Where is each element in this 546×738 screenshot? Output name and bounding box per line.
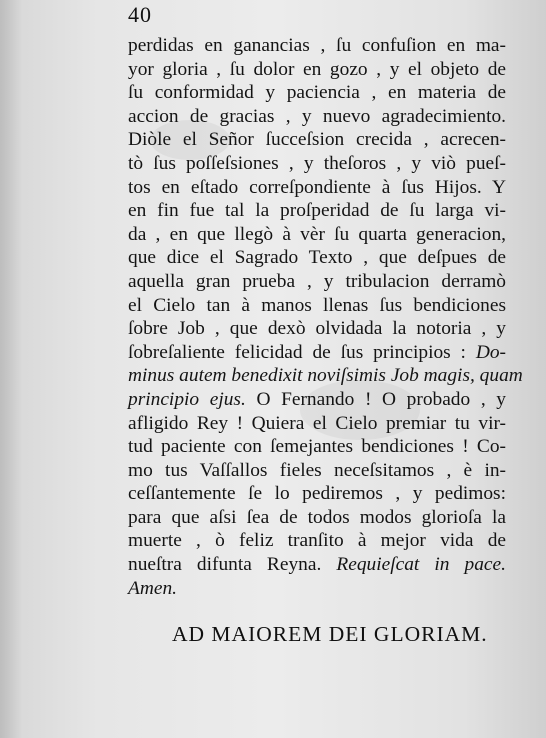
text-line: muerte , ò feliz tranſito à mejor vida de [128,530,506,552]
text-line: que dice el Sagrado Texto , que deſpues de [128,247,506,269]
text-line: tud paciente con ſemejantes bendiciones ! Co- [128,436,506,458]
text-line: da , en que llegò à vèr ſu quarta generacion, [128,223,506,245]
text-line-roman: nueſtra difunta Reyna. [128,554,322,576]
text-line: tò ſus poſſeſsiones , y theſoros , y viò pueſ- [128,152,506,174]
text-line: ſobre Job , que dexò olvidada la notoria , y [128,318,506,340]
text-line: perdidas en ganancias , ſu confuſion en ma- [128,35,506,56]
text-line: aquella gran prueba , y tribulacion derramò [128,270,506,292]
text-line: afligido Rey ! Quiera el Cielo premiar tu vir- [128,412,506,434]
text-line-mixed [128,388,506,412]
page-edge-shadow [0,0,22,738]
text-line: mo tus Vaſſallos fieles neceſsitamos , è in- [128,459,506,481]
text-line: accion de gracias , y nuevo agradecimiento. [128,105,506,127]
text-line: tos en eſtado correſpondiente à ſus Hijos. Y [128,176,506,198]
text-line-roman: ſobreſaliente felicidad de ſus principios : [128,341,466,363]
page-number: 40 [128,2,152,27]
text-line: para que aſsi ſea de todos modos glorioſa la [128,506,506,528]
text-line-italic: Do- [475,341,506,363]
text-line: en fin fue tal la proſperidad de ſu larga vi- [128,200,506,222]
text-line: yor gloria , ſu dolor en gozo , y el objeto de [128,58,506,80]
text-line: el Cielo tan à manos llenas ſus bendiciones [128,294,506,316]
text-line-italic: Amen. [128,577,177,599]
text-line-italic: minus autem benedixit noviſsimis Job magis, quam [128,365,523,387]
text-line-italic: principio ejus. [128,388,246,410]
text-line-mixed [128,553,506,577]
text-line: ſu conformidad y paciencia , en materia de [128,82,506,104]
text-line-roman: O Fernando ! O probado , y [256,388,506,410]
body-text [128,34,523,600]
text-line-italic: Requieſcat in pace. [336,554,506,576]
closing-motto: AD MAIOREM DEI GLORIAM. [172,622,488,646]
text-line: Diòle el Señor ſucceſsion crecida , acrecen- [128,129,506,151]
text-line: ceſſantemente ſe lo pediremos , y pedimos: [128,483,506,505]
text-line-mixed [128,341,506,365]
